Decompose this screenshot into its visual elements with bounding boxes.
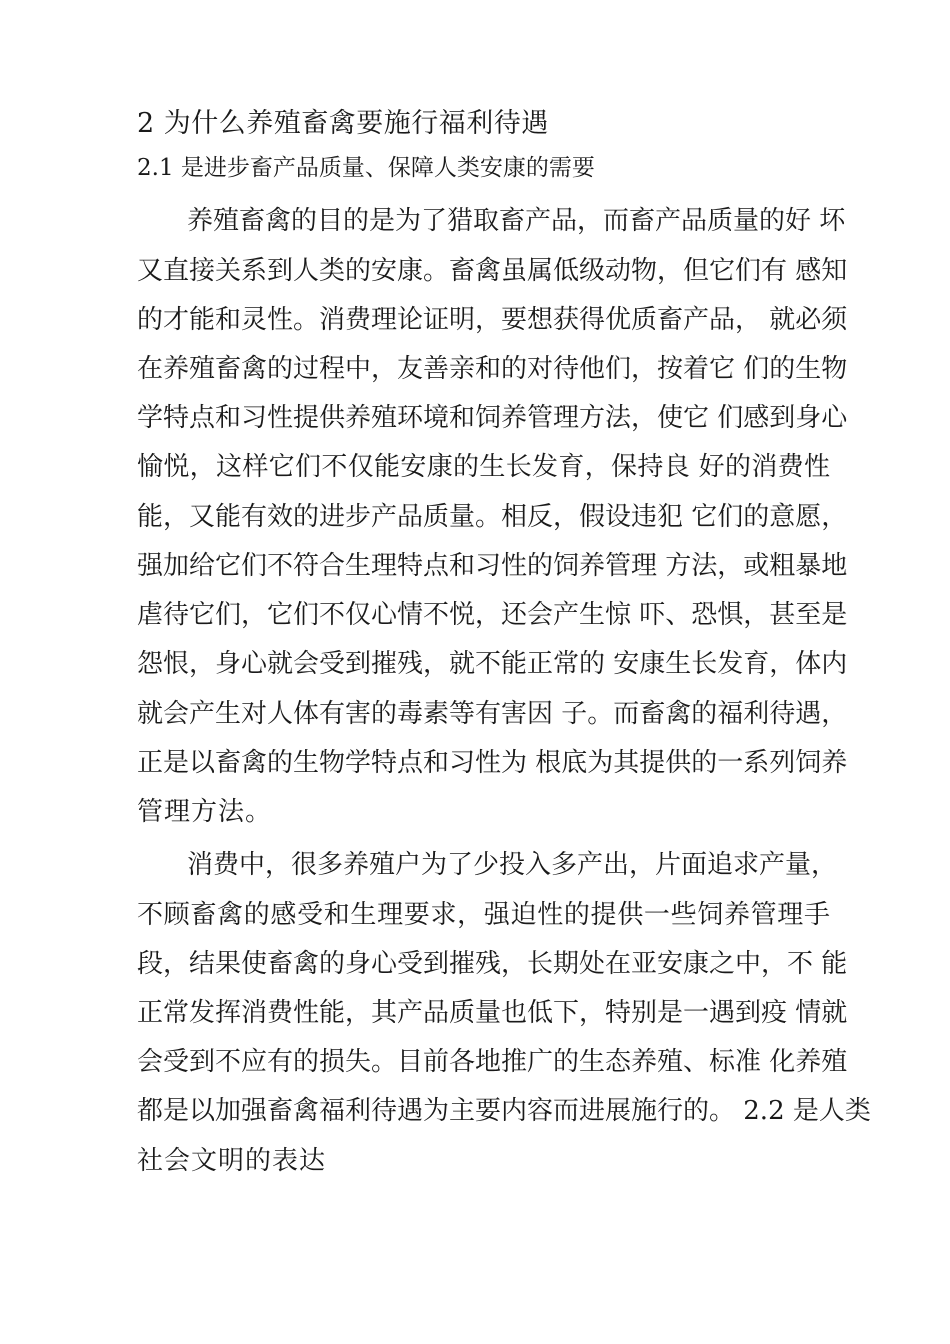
paragraph1-line: 就会产生对人体有害的毒素等有害因 子。而畜禽的福利待遇， bbox=[137, 699, 848, 729]
paragraph1-line: 在养殖畜禽的过程中，友善亲和的对待他们，按着它 们的生物 bbox=[137, 354, 848, 384]
paragraph1-line: 正是以畜禽的生物学特点和习性为 根底为其提供的一系列饲养 bbox=[137, 748, 848, 778]
paragraph1-line: 学特点和习性提供养殖环境和饲养管理方法，使它 们感到身心 bbox=[137, 403, 848, 433]
paragraph2-line: 都是以加强畜禽福利待遇为主要内容而进展施行的。 2.2 是人类 bbox=[137, 1096, 871, 1126]
subsection-heading: 2.1 是进步畜产品质量、保障人类安康的需要 bbox=[137, 155, 595, 181]
paragraph1-line: 能，又能有效的进步产品质量。相反，假设违犯 它们的意愿， bbox=[137, 502, 848, 532]
paragraph2-line: 不顾畜禽的感受和生理要求，强迫性的提供一些饲养管理手 bbox=[137, 900, 830, 930]
paragraph2-line: 段，结果使畜禽的身心受到摧残，长期处在亚安康之中，不 能 bbox=[137, 949, 848, 979]
paragraph1-line: 又直接关系到人类的安康。畜禽虽属低级动物，但它们有 感知 bbox=[137, 256, 848, 286]
paragraph1-line: 管理方法。 bbox=[137, 797, 273, 827]
section-heading: 2 为什么养殖畜禽要施行福利待遇 bbox=[137, 108, 549, 139]
paragraph2-line: 消费中，很多养殖户为了少投入多产出，片面追求产量， bbox=[187, 850, 838, 880]
paragraph1-line: 怨恨，身心就会受到摧残，就不能正常的 安康生长发育，体内 bbox=[137, 649, 848, 679]
paragraph1-line: 的才能和灵性。消费理论证明，要想获得优质畜产品， 就必须 bbox=[137, 305, 848, 335]
paragraph2-line: 会受到不应有的损失。目前各地推广的生态养殖、标准 化养殖 bbox=[137, 1047, 848, 1077]
paragraph1-line: 虐待它们，它们不仅心情不悦，还会产生惊 吓、恐惧，甚至是 bbox=[137, 600, 848, 630]
paragraph1-line: 养殖畜禽的目的是为了猎取畜产品，而畜产品质量的好 坏 bbox=[187, 206, 846, 236]
paragraph1-line: 愉悦，这样它们不仅能安康的生长发育，保持良 好的消费性 bbox=[137, 452, 830, 482]
paragraph2-line: 正常发挥消费性能，其产品质量也低下，特别是一遇到疫 情就 bbox=[137, 998, 848, 1028]
paragraph1-line: 强加给它们不符合生理特点和习性的饲养管理 方法，或粗暴地 bbox=[137, 551, 848, 581]
paragraph2-line: 社会文明的表达 bbox=[137, 1146, 327, 1176]
